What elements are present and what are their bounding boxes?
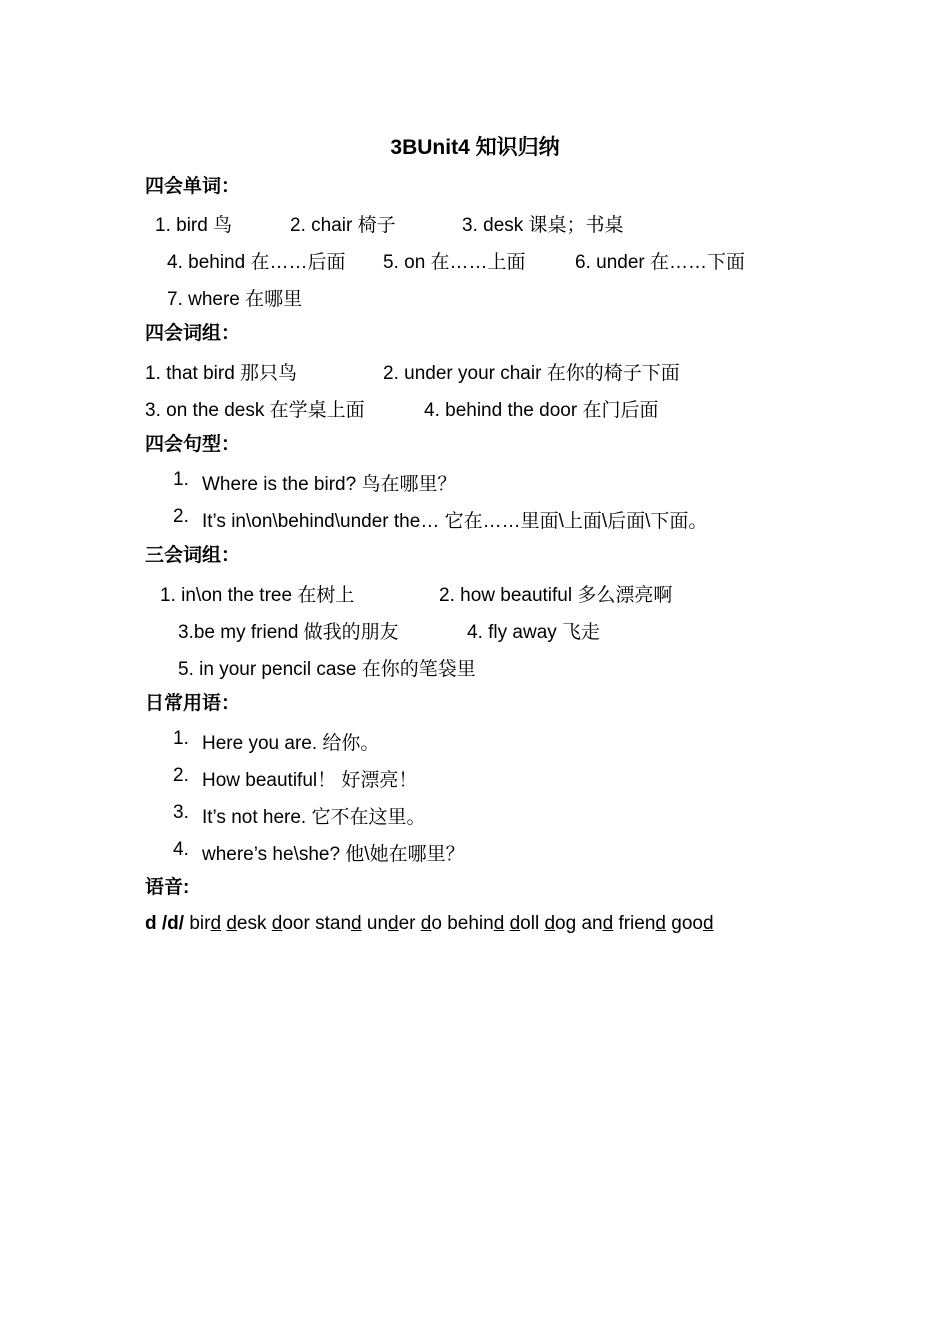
daily-num: 2. [173,765,189,786]
words-heading: 四会单词： [145,176,241,197]
phonics-heading: 语音: [145,877,190,898]
phonics-underlined-letter: d [602,913,614,934]
phonics-underlined-letter: d [509,913,521,934]
phonics-word-part: un [366,913,389,934]
phrase3-item: 2. how beautiful 多么漂亮啊 [439,585,673,606]
phonics-underlined-letter: d [655,913,666,934]
word-item: 6. under 在……下面 [575,252,745,273]
phonics-word [618,913,666,934]
sentence-text: Where is the bird? 鸟在哪里？ [202,474,457,495]
phonics-word [447,913,504,934]
phonics-word-part: esk [236,913,267,934]
phonics-word [367,913,416,934]
phonics-word-part: og [555,913,577,934]
phonics-underlined-letter: d [420,913,432,934]
phrase-item: 3. on the desk 在学桌上面 [145,400,365,421]
daily-text: It’s not here. 它不在这里。 [202,807,426,828]
phrase-item: 4. behind the door 在门后面 [424,400,659,421]
phonics-word [581,913,613,934]
phrase3-item: 4. fly away 飞走 [467,622,601,643]
phonics-line [145,912,714,936]
phonics-underlined-letter: d [271,913,283,934]
phonics-word [510,913,540,934]
word-item: 5. on 在……上面 [383,252,526,273]
phonics-word [315,913,362,934]
phrases-heading: 四会词组： [145,323,241,344]
daily-text: How beautiful！ 好漂亮！ [202,770,418,791]
phonics-word [226,913,266,934]
daily-num: 1. [173,728,189,749]
phonics-word-part: goo [671,913,703,934]
phonics-word-part: o [431,913,442,934]
sentence-num: 1. [173,469,189,490]
phonics-underlined-letter: d [351,913,362,934]
phonics-word-part: frien [618,913,656,934]
daily-text: where’s he\she? 他\她在哪里？ [202,844,465,865]
phonics-word-part: er [398,913,416,934]
phrase3-item: 5. in your pencil case 在你的笔袋里 [178,659,476,680]
daily-num: 3. [173,802,189,823]
phrases3-heading: 三会词组： [145,545,241,566]
word-item: 3. desk 课桌；书桌 [462,215,624,236]
phonics-word [189,913,221,934]
phonics-underlined-letter: d [544,913,556,934]
word-item: 7. where 在哪里 [167,289,303,310]
daily-heading: 日常用语： [145,693,241,714]
phonics-words [189,913,713,934]
sentences-heading: 四会句型： [145,434,241,455]
daily-text: Here you are. 给你。 [202,733,380,754]
phrase3-item: 1. in\on the tree 在树上 [160,585,355,606]
phonics-word-part: oor [282,913,310,934]
word-item: 1. bird 鸟 [155,215,233,236]
word-item: 4. behind 在……后面 [167,252,346,273]
phonics-underlined-letter: d [210,913,222,934]
phonics-word [544,913,576,934]
phrase-item: 2. under your chair 在你的椅子下面 [383,363,680,384]
phonics-underlined-letter: d [493,913,505,934]
phonics-word-part: an [581,913,603,934]
phonics-word [671,913,713,934]
phrase3-item: 3.be my friend 做我的朋友 [178,622,399,643]
phonics-word-part: stan [315,913,352,934]
phonics-word [272,913,310,934]
sentence-num: 2. [173,506,189,527]
daily-num: 4. [173,839,189,860]
phonics-label: d /d/ [145,913,185,934]
phonics-underlined-letter: d [702,913,714,934]
sentence-text: It’s in\on\behind\under the… 它在……里面\上面\后面\下面。 [202,511,708,532]
phonics-underlined-letter: d [226,913,237,934]
phonics-word-part: oll [520,913,540,934]
phonics-underlined-letter: d [388,913,399,934]
phonics-word [421,913,442,934]
phonics-word-part: bir [189,913,211,934]
phonics-word-part: behin [447,913,494,934]
word-item: 2. chair 椅子 [290,215,396,236]
page-title: 3BUnit4 知识归纳 [390,136,560,159]
phrase-item: 1. that bird 那只鸟 [145,363,298,384]
